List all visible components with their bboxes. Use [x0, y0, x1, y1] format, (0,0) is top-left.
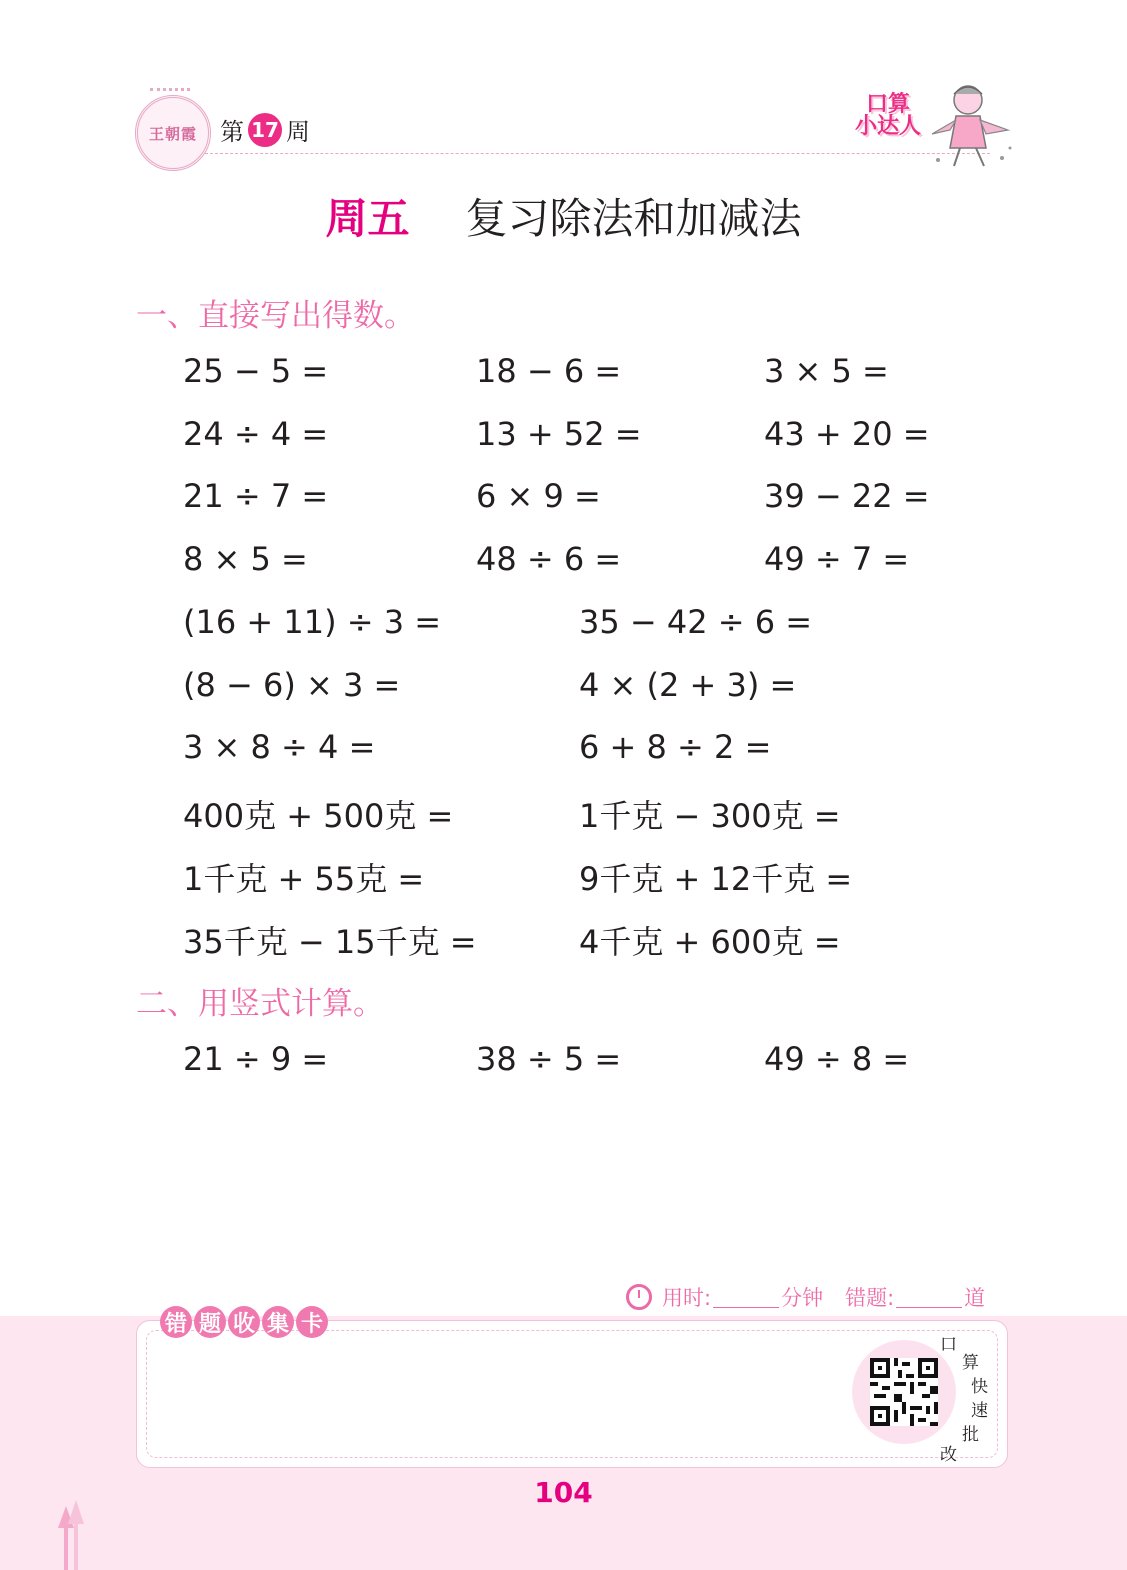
problem: 3 × 8 ÷ 4 = [183, 728, 376, 766]
problem: 1千克 − 300克 = [579, 797, 841, 835]
problem: 4千克 + 600克 = [579, 923, 841, 961]
title-topic: 复习除法和加减法 [465, 194, 802, 243]
mistake-card-tab [160, 1306, 328, 1338]
section1-title: 一、直接写出得数。 [136, 298, 415, 334]
error-label: 错题: [845, 1286, 895, 1310]
qr-code-icon[interactable] [870, 1358, 938, 1426]
problem: (8 − 6) × 3 = [183, 666, 401, 704]
time-label: 用时: [662, 1286, 712, 1310]
title-day: 周五 [325, 194, 410, 243]
problem: 400克 + 500克 = [183, 797, 454, 835]
clock-icon [626, 1284, 652, 1310]
tab-char: 错 [160, 1306, 192, 1338]
problem: 9千克 + 12千克 = [579, 860, 853, 898]
problem: 6 × 9 = [476, 477, 601, 515]
qr-label-char: 改 [940, 1445, 957, 1465]
problem: (16 + 11) ÷ 3 = [183, 603, 442, 641]
week-number-badge: 17 [248, 113, 282, 147]
week-suffix: 周 [286, 118, 310, 146]
time-unit: 分钟 [781, 1286, 824, 1310]
seal-logo [135, 95, 211, 171]
error-blank[interactable] [896, 1287, 962, 1308]
problem: 49 ÷ 7 = [764, 540, 910, 578]
problem: 35千克 − 15千克 = [183, 923, 477, 961]
problem: 4 × (2 + 3) = [579, 666, 797, 704]
page-number: 104 [534, 1476, 593, 1509]
section2-title: 二、用竖式计算。 [136, 986, 384, 1022]
qr-label-char: 批 [962, 1425, 979, 1445]
qr-label-char: 快 [971, 1377, 988, 1397]
header-divider [205, 153, 990, 154]
brand-line2: 小达人 [854, 114, 921, 139]
problem: 21 ÷ 9 = [183, 1040, 329, 1078]
error-unit: 道 [964, 1286, 986, 1310]
time-blank[interactable] [713, 1287, 779, 1308]
mascot-illustration [928, 78, 1016, 170]
arrows-decoration [52, 1500, 92, 1570]
problem: 3 × 5 = [764, 352, 889, 390]
seal-text: 王朝霞 [148, 124, 197, 143]
page-title [0, 186, 1127, 246]
qr-label-char: 口 [940, 1335, 957, 1355]
problem: 48 ÷ 6 = [476, 540, 622, 578]
problem: 6 + 8 ÷ 2 = [579, 728, 772, 766]
tab-char: 收 [228, 1306, 260, 1338]
brand-line1: 口算 [865, 92, 910, 117]
tab-char: 题 [194, 1306, 226, 1338]
problem: 1千克 + 55克 = [183, 860, 425, 898]
tab-char: 集 [262, 1306, 294, 1338]
qr-label-char: 速 [971, 1401, 988, 1421]
problem: 18 − 6 = [476, 352, 622, 390]
problem: 8 × 5 = [183, 540, 308, 578]
problem: 38 ÷ 5 = [476, 1040, 622, 1078]
tab-char: 卡 [296, 1306, 328, 1338]
problem: 49 ÷ 8 = [764, 1040, 910, 1078]
week-prefix: 第 [220, 118, 244, 146]
problem: 21 ÷ 7 = [183, 477, 329, 515]
week-label [220, 112, 310, 147]
problem: 39 − 22 = [764, 477, 930, 515]
brand-logo [852, 94, 924, 138]
qr-label-char: 算 [962, 1353, 979, 1373]
problem: 24 ÷ 4 = [183, 415, 329, 453]
timing-record [626, 1282, 985, 1312]
problem: 35 − 42 ÷ 6 = [579, 603, 813, 641]
problem: 25 − 5 = [183, 352, 329, 390]
problem: 13 + 52 = [476, 415, 642, 453]
problem: 43 + 20 = [764, 415, 930, 453]
